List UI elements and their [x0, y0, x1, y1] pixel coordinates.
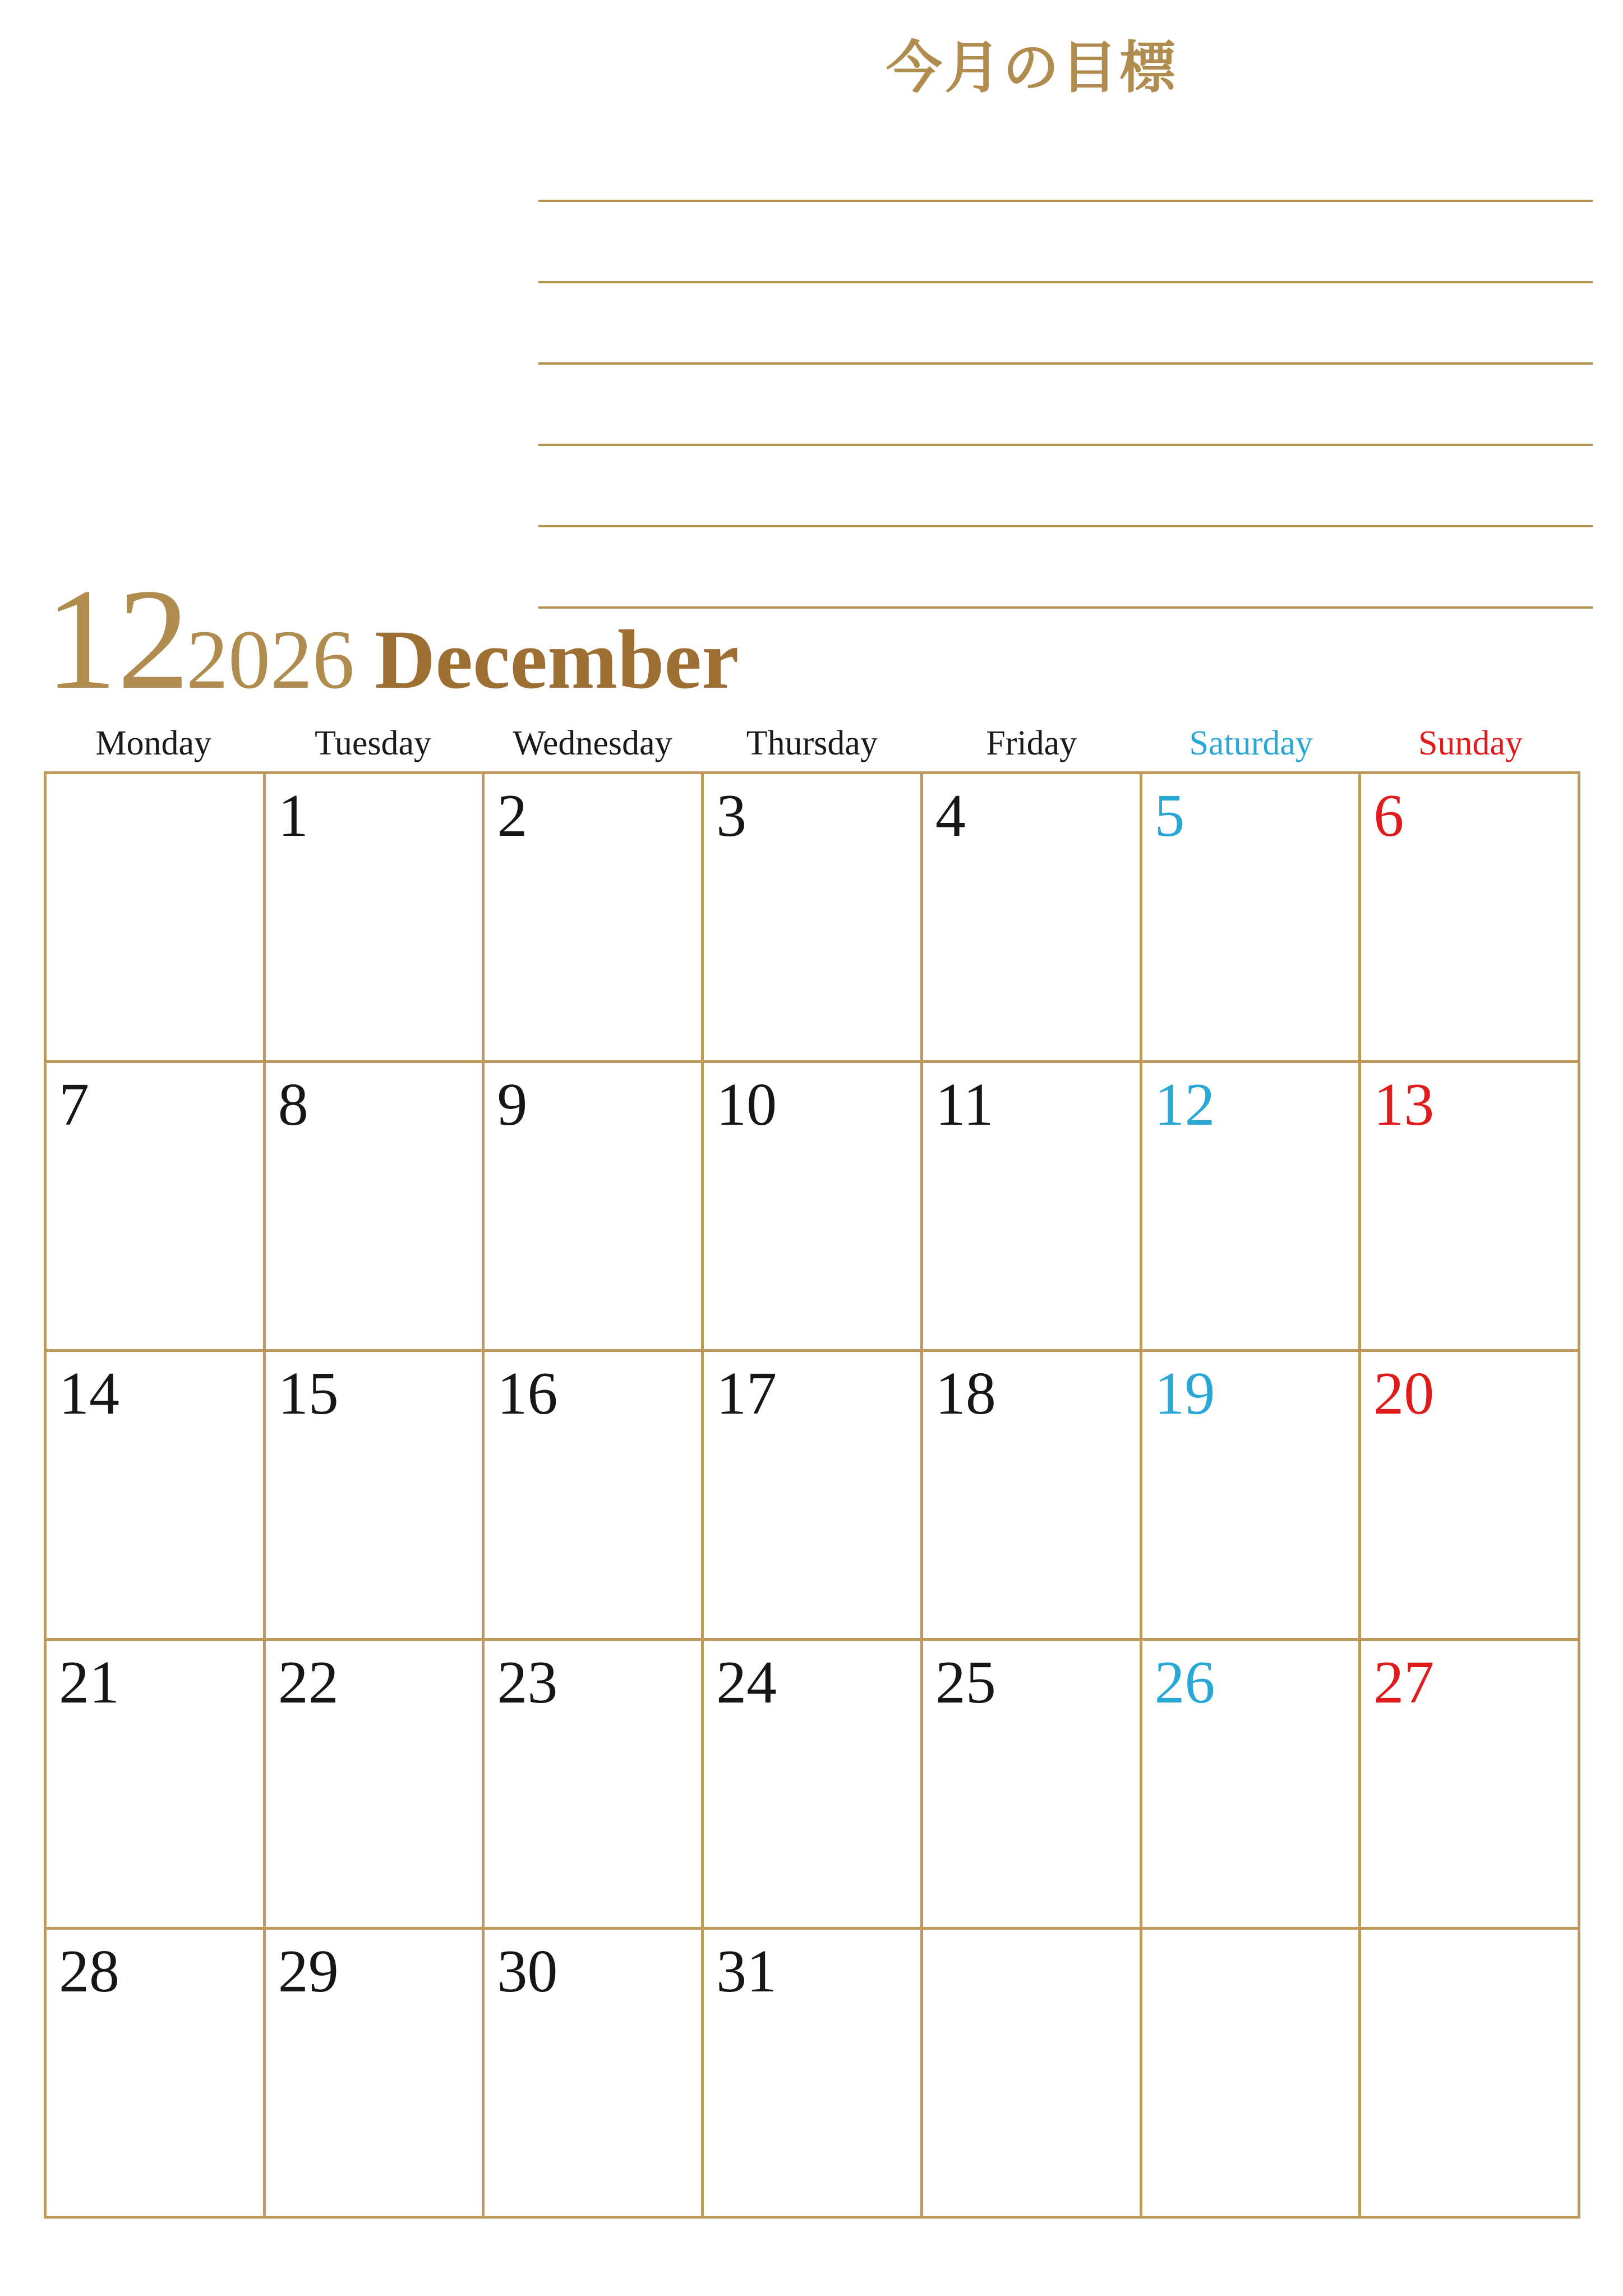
calendar-day-cell[interactable]	[45, 1640, 265, 1929]
calendar-day-cell[interactable]	[1141, 1062, 1360, 1351]
day-number: 2	[497, 783, 528, 849]
day-number: 13	[1373, 1071, 1435, 1138]
day-number: 17	[716, 1360, 777, 1427]
day-number: 31	[716, 1938, 777, 2005]
calendar-grid	[44, 771, 1580, 2219]
calendar-day-cell[interactable]	[703, 1062, 922, 1351]
weekday-label-thursday: Thursday	[746, 724, 878, 762]
calendar-day-cell[interactable]	[264, 1062, 483, 1351]
calendar-body	[45, 773, 1579, 2217]
calendar-day-cell[interactable]	[921, 1929, 1141, 2217]
calendar-day-cell[interactable]	[1141, 1929, 1360, 2217]
calendar-day-cell[interactable]	[1360, 773, 1579, 1062]
calendar-day-cell[interactable]	[264, 1351, 483, 1640]
day-number: 11	[935, 1071, 994, 1138]
month-heading	[45, 559, 739, 719]
goal-line[interactable]	[538, 121, 1593, 202]
calendar-day-cell[interactable]	[483, 1929, 703, 2217]
day-number: 15	[278, 1360, 339, 1427]
day-number: 27	[1373, 1649, 1435, 1716]
calendar-day-cell[interactable]	[921, 1351, 1141, 1640]
calendar-day-cell[interactable]	[1141, 773, 1360, 1062]
month-number: 12	[45, 559, 190, 719]
day-number: 25	[935, 1649, 996, 1716]
calendar-day-cell[interactable]	[264, 1640, 483, 1929]
calendar-week-row	[45, 1929, 1579, 2217]
day-number: 18	[935, 1360, 996, 1427]
calendar-day-cell[interactable]	[703, 1351, 922, 1640]
month-year: 2026	[186, 613, 354, 706]
calendar-day-cell[interactable]	[1141, 1351, 1360, 1640]
calendar-week-row	[45, 773, 1579, 1062]
goal-line[interactable]	[538, 283, 1593, 365]
goal-line[interactable]	[538, 202, 1593, 283]
calendar-day-cell[interactable]	[264, 1929, 483, 2217]
weekday-label-friday: Friday	[986, 724, 1077, 762]
calendar-day-cell[interactable]	[921, 773, 1141, 1062]
day-number: 12	[1154, 1071, 1215, 1138]
calendar-week-row	[45, 1640, 1579, 1929]
calendar-day-cell[interactable]	[703, 1640, 922, 1929]
day-number: 22	[278, 1649, 339, 1716]
day-number: 9	[497, 1071, 528, 1138]
day-number: 21	[59, 1649, 119, 1716]
calendar-day-cell[interactable]	[483, 1640, 703, 1929]
day-number: 24	[716, 1649, 777, 1716]
day-number: 5	[1154, 783, 1185, 849]
calendar-day-cell[interactable]	[921, 1062, 1141, 1351]
monthly-goals-title: 今月の目標	[886, 35, 1178, 100]
calendar	[44, 724, 1580, 2219]
day-number: 26	[1154, 1649, 1215, 1716]
calendar-day-cell[interactable]	[483, 773, 703, 1062]
calendar-day-cell[interactable]	[1141, 1640, 1360, 1929]
day-number: 16	[497, 1360, 558, 1427]
day-number: 23	[497, 1649, 558, 1716]
calendar-day-cell[interactable]	[483, 1062, 703, 1351]
month-name: December	[375, 613, 739, 706]
day-number: 29	[278, 1938, 339, 2005]
day-number: 6	[1373, 783, 1404, 849]
calendar-day-cell[interactable]	[1360, 1640, 1579, 1929]
calendar-day-cell[interactable]	[483, 1351, 703, 1640]
calendar-day-cell[interactable]	[1360, 1351, 1579, 1640]
calendar-day-cell[interactable]	[45, 773, 265, 1062]
day-number: 28	[59, 1938, 119, 2005]
calendar-day-cell[interactable]	[45, 1062, 265, 1351]
calendar-day-cell[interactable]	[703, 773, 922, 1062]
day-number: 1	[278, 783, 308, 849]
weekday-label-tuesday: Tuesday	[315, 724, 432, 762]
goal-line[interactable]	[538, 446, 1593, 527]
calendar-day-cell[interactable]	[921, 1640, 1141, 1929]
weekday-label-saturday: Saturday	[1189, 724, 1313, 762]
calendar-day-cell[interactable]	[1360, 1062, 1579, 1351]
day-number: 30	[497, 1938, 558, 2005]
day-number: 20	[1373, 1360, 1435, 1427]
weekday-label-sunday: Sunday	[1418, 724, 1523, 762]
calendar-day-cell[interactable]	[45, 1929, 265, 2217]
monthly-goals-lines	[538, 121, 1593, 609]
calendar-day-cell[interactable]	[45, 1351, 265, 1640]
calendar-week-row	[45, 1351, 1579, 1640]
calendar-day-cell[interactable]	[264, 773, 483, 1062]
calendar-day-cell[interactable]	[1360, 1929, 1579, 2217]
monthly-goals-section	[0, 0, 1623, 561]
weekday-header-row	[44, 724, 1580, 771]
day-number: 4	[935, 783, 966, 849]
day-number: 8	[278, 1071, 308, 1138]
weekday-label-monday: Monday	[95, 724, 212, 762]
day-number: 14	[59, 1360, 119, 1427]
day-number: 19	[1154, 1360, 1215, 1427]
day-number: 7	[59, 1071, 89, 1138]
weekday-label-wednesday: Wednesday	[513, 724, 672, 762]
day-number: 10	[716, 1071, 777, 1138]
goal-line[interactable]	[538, 365, 1593, 446]
day-number: 3	[716, 783, 747, 849]
calendar-week-row	[45, 1062, 1579, 1351]
calendar-day-cell[interactable]	[703, 1929, 922, 2217]
